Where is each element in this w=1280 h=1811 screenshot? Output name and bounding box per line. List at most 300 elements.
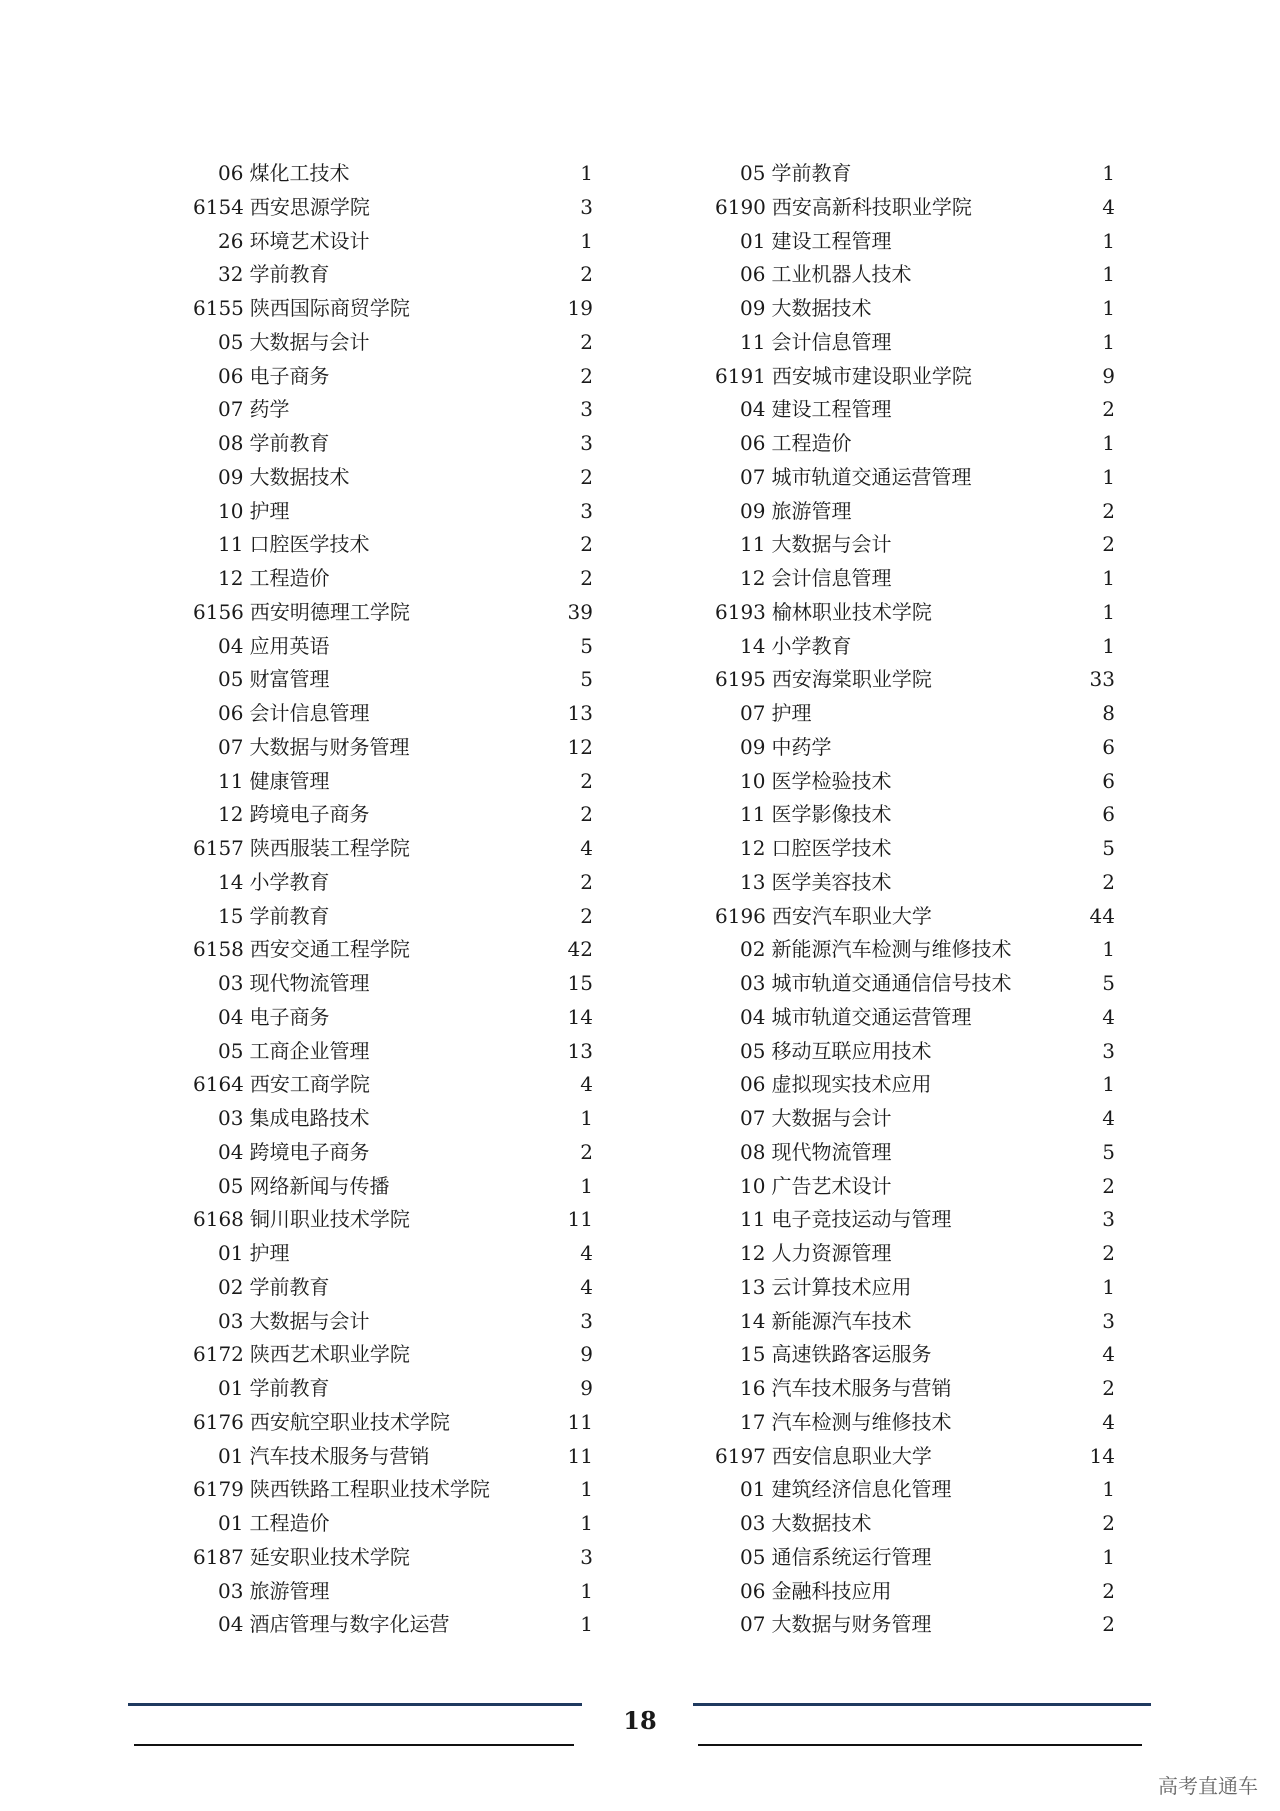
major-row bbox=[715, 1608, 1115, 1642]
plan-count: 14 bbox=[1089, 1443, 1115, 1468]
school-name: 陕西国际商贸学院 bbox=[249, 296, 410, 320]
major-code: 05 bbox=[740, 1544, 766, 1569]
school-row bbox=[193, 1338, 593, 1372]
school-row bbox=[193, 1406, 593, 1440]
major-name: 会计信息管理 bbox=[771, 566, 892, 590]
plan-count: 2 bbox=[580, 802, 593, 827]
major-row bbox=[193, 1372, 593, 1406]
major-name: 大数据与会计 bbox=[771, 532, 892, 557]
major-code: 07 bbox=[218, 734, 244, 759]
major-name: 现代物流管理 bbox=[249, 971, 370, 995]
major-row bbox=[715, 528, 1115, 562]
school-name: 榆林职业技术学院 bbox=[771, 599, 932, 624]
school-code: 6154 bbox=[193, 194, 244, 219]
major-code: 26 bbox=[218, 228, 244, 253]
major-name: 会计信息管理 bbox=[249, 701, 370, 725]
school-row bbox=[193, 1541, 593, 1575]
plan-count: 1 bbox=[1102, 228, 1115, 253]
major-name: 学前教育 bbox=[249, 903, 330, 928]
major-name: 护理 bbox=[771, 701, 812, 725]
major-code: 05 bbox=[218, 329, 244, 354]
plan-count: 2 bbox=[580, 464, 593, 489]
major-code: 11 bbox=[740, 1207, 766, 1232]
plan-count: 1 bbox=[580, 1173, 593, 1198]
plan-count: 2 bbox=[580, 869, 593, 894]
school-code: 6156 bbox=[193, 599, 244, 624]
major-row bbox=[193, 360, 593, 394]
plan-count: 1 bbox=[1102, 464, 1115, 489]
major-row bbox=[715, 1575, 1115, 1609]
major-row bbox=[193, 225, 593, 259]
major-code: 03 bbox=[740, 1511, 766, 1535]
major-row bbox=[193, 427, 593, 461]
plan-count: 1 bbox=[1102, 431, 1115, 455]
plan-count: 1 bbox=[580, 228, 593, 253]
major-code: 13 bbox=[740, 869, 766, 894]
school-code: 6190 bbox=[715, 194, 766, 219]
major-name: 大数据与会计 bbox=[249, 329, 370, 354]
major-row bbox=[193, 258, 593, 292]
plan-count: 1 bbox=[1102, 296, 1115, 320]
plan-count: 1 bbox=[1102, 329, 1115, 354]
major-row bbox=[193, 461, 593, 495]
major-code: 09 bbox=[740, 498, 766, 523]
plan-count: 2 bbox=[580, 566, 593, 590]
plan-count: 2 bbox=[1102, 1376, 1115, 1400]
major-code: 17 bbox=[740, 1409, 766, 1434]
plan-count: 4 bbox=[1102, 1342, 1115, 1367]
major-name: 城市轨道交通运营管理 bbox=[771, 1004, 972, 1029]
major-row bbox=[193, 1575, 593, 1609]
plan-count: 44 bbox=[1089, 903, 1115, 928]
footer-rule-top-left bbox=[128, 1703, 582, 1706]
major-name: 通信系统运行管理 bbox=[771, 1544, 932, 1569]
major-code: 12 bbox=[740, 836, 766, 860]
major-code: 09 bbox=[218, 464, 244, 489]
school-row bbox=[715, 596, 1115, 630]
major-code: 13 bbox=[740, 1274, 766, 1299]
major-code: 07 bbox=[740, 464, 766, 489]
major-row bbox=[715, 697, 1115, 731]
plan-count: 14 bbox=[567, 1004, 593, 1029]
plan-count: 11 bbox=[567, 1207, 593, 1232]
plan-count: 1 bbox=[580, 1511, 593, 1535]
school-code: 6179 bbox=[193, 1477, 244, 1502]
school-code: 6168 bbox=[193, 1207, 244, 1232]
school-name: 西安明德理工学院 bbox=[249, 599, 410, 624]
major-row bbox=[715, 1237, 1115, 1271]
plan-count: 1 bbox=[1102, 937, 1115, 962]
major-code: 05 bbox=[740, 161, 766, 185]
plan-count: 2 bbox=[580, 532, 593, 557]
school-row bbox=[193, 292, 593, 326]
major-code: 11 bbox=[218, 532, 244, 557]
major-code: 07 bbox=[740, 1612, 766, 1637]
major-name: 中药学 bbox=[771, 734, 832, 759]
major-row bbox=[715, 933, 1115, 967]
major-row bbox=[715, 1372, 1115, 1406]
school-code: 6193 bbox=[715, 599, 766, 624]
plan-count: 1 bbox=[1102, 1274, 1115, 1299]
plan-count: 2 bbox=[1102, 532, 1115, 557]
school-name: 西安工商学院 bbox=[249, 1072, 370, 1097]
major-code: 06 bbox=[218, 363, 244, 388]
major-row bbox=[715, 1136, 1115, 1170]
major-row bbox=[193, 326, 593, 360]
major-code: 16 bbox=[740, 1376, 766, 1400]
plan-count: 1 bbox=[1102, 161, 1115, 185]
school-row bbox=[193, 1203, 593, 1237]
major-row bbox=[193, 798, 593, 832]
major-name: 大数据技术 bbox=[771, 1511, 872, 1535]
major-row bbox=[715, 1035, 1115, 1069]
plan-count: 2 bbox=[1102, 1241, 1115, 1265]
major-code: 07 bbox=[740, 1106, 766, 1130]
major-name: 广告艺术设计 bbox=[771, 1173, 892, 1198]
major-row bbox=[715, 393, 1115, 427]
plan-count: 3 bbox=[580, 431, 593, 455]
major-row bbox=[715, 225, 1115, 259]
major-name: 工程造价 bbox=[249, 566, 330, 590]
major-name: 跨境电子商务 bbox=[249, 802, 370, 827]
plan-count: 2 bbox=[580, 1139, 593, 1164]
major-name: 移动互联应用技术 bbox=[771, 1038, 932, 1063]
major-code: 06 bbox=[218, 161, 244, 185]
major-name: 汽车检测与维修技术 bbox=[771, 1409, 952, 1434]
major-name: 高速铁路客运服务 bbox=[771, 1342, 932, 1367]
plan-count: 1 bbox=[580, 1578, 593, 1603]
plan-count: 19 bbox=[567, 296, 593, 320]
major-row bbox=[715, 1271, 1115, 1305]
major-row bbox=[193, 1440, 593, 1474]
major-name: 大数据与会计 bbox=[249, 1308, 370, 1333]
school-name: 西安交通工程学院 bbox=[249, 937, 410, 962]
major-name: 小学教育 bbox=[771, 633, 852, 658]
left-column bbox=[193, 157, 593, 1642]
major-name: 大数据与财务管理 bbox=[771, 1612, 932, 1637]
plan-count: 5 bbox=[1102, 971, 1115, 995]
school-code: 6155 bbox=[193, 296, 244, 320]
plan-count: 1 bbox=[580, 1106, 593, 1130]
major-row bbox=[193, 1507, 593, 1541]
major-name: 城市轨道交通通信信号技术 bbox=[771, 971, 1012, 995]
major-row bbox=[193, 393, 593, 427]
major-code: 03 bbox=[218, 1578, 244, 1603]
school-row bbox=[193, 1473, 593, 1507]
plan-count: 13 bbox=[567, 1038, 593, 1063]
major-row bbox=[193, 1237, 593, 1271]
major-name: 大数据技术 bbox=[771, 296, 872, 320]
major-row bbox=[715, 1406, 1115, 1440]
major-code: 04 bbox=[740, 397, 766, 422]
plan-count: 3 bbox=[1102, 1207, 1115, 1232]
plan-count: 6 bbox=[1102, 768, 1115, 793]
major-row bbox=[715, 1102, 1115, 1136]
school-code: 6191 bbox=[715, 363, 766, 388]
plan-count: 2 bbox=[1102, 1612, 1115, 1637]
plan-count: 11 bbox=[567, 1409, 593, 1434]
major-row bbox=[193, 1271, 593, 1305]
footer-rule-top-right bbox=[693, 1703, 1151, 1706]
major-name: 口腔医学技术 bbox=[249, 532, 370, 557]
plan-count: 2 bbox=[580, 768, 593, 793]
major-code: 08 bbox=[218, 431, 244, 455]
right-column bbox=[715, 157, 1115, 1642]
school-code: 6195 bbox=[715, 667, 766, 692]
major-name: 电子商务 bbox=[249, 1004, 330, 1029]
major-name: 大数据与会计 bbox=[771, 1106, 892, 1130]
major-row bbox=[715, 630, 1115, 664]
major-name: 跨境电子商务 bbox=[249, 1139, 370, 1164]
plan-count: 4 bbox=[580, 836, 593, 860]
major-code: 05 bbox=[218, 667, 244, 692]
major-code: 07 bbox=[740, 701, 766, 725]
plan-count: 3 bbox=[580, 1308, 593, 1333]
major-name: 建设工程管理 bbox=[771, 397, 892, 422]
school-code: 6172 bbox=[193, 1342, 244, 1367]
plan-count: 9 bbox=[580, 1376, 593, 1400]
major-name: 医学影像技术 bbox=[771, 802, 892, 827]
plan-count: 2 bbox=[1102, 1511, 1115, 1535]
major-name: 学前教育 bbox=[249, 431, 330, 455]
plan-count: 2 bbox=[1102, 1578, 1115, 1603]
plan-count: 6 bbox=[1102, 734, 1115, 759]
plan-count: 1 bbox=[1102, 566, 1115, 590]
school-code: 6157 bbox=[193, 836, 244, 860]
plan-count: 2 bbox=[1102, 1173, 1115, 1198]
plan-count: 3 bbox=[1102, 1038, 1115, 1063]
school-row bbox=[193, 1068, 593, 1102]
major-name: 会计信息管理 bbox=[771, 329, 892, 354]
major-name: 护理 bbox=[249, 1241, 290, 1265]
major-row bbox=[715, 1473, 1115, 1507]
major-code: 08 bbox=[740, 1139, 766, 1164]
major-code: 03 bbox=[218, 1308, 244, 1333]
plan-count: 13 bbox=[567, 701, 593, 725]
major-code: 06 bbox=[740, 1578, 766, 1603]
plan-count: 2 bbox=[580, 903, 593, 928]
major-code: 01 bbox=[218, 1376, 244, 1400]
major-row bbox=[715, 731, 1115, 765]
major-code: 06 bbox=[740, 1072, 766, 1097]
major-row bbox=[193, 866, 593, 900]
major-row bbox=[715, 1001, 1115, 1035]
major-name: 煤化工技术 bbox=[249, 161, 350, 185]
major-row bbox=[715, 461, 1115, 495]
major-code: 04 bbox=[218, 1612, 244, 1637]
major-code: 04 bbox=[218, 1139, 244, 1164]
major-name: 新能源汽车技术 bbox=[771, 1308, 912, 1333]
major-name: 建设工程管理 bbox=[771, 228, 892, 253]
major-name: 学前教育 bbox=[249, 1376, 330, 1400]
plan-count: 15 bbox=[567, 971, 593, 995]
major-row bbox=[715, 798, 1115, 832]
major-row bbox=[193, 1102, 593, 1136]
major-name: 医学美容技术 bbox=[771, 869, 892, 894]
major-row bbox=[193, 1170, 593, 1204]
major-row bbox=[193, 1305, 593, 1339]
plan-count: 1 bbox=[1102, 1477, 1115, 1502]
major-row bbox=[715, 157, 1115, 191]
school-code: 6176 bbox=[193, 1409, 244, 1434]
plan-count: 1 bbox=[580, 161, 593, 185]
school-name: 西安海棠职业学院 bbox=[771, 667, 932, 692]
major-name: 金融科技应用 bbox=[771, 1578, 892, 1603]
major-name: 健康管理 bbox=[249, 768, 330, 793]
major-code: 12 bbox=[740, 566, 766, 590]
major-name: 药学 bbox=[249, 397, 290, 422]
plan-count: 4 bbox=[580, 1072, 593, 1097]
major-name: 电子竞技运动与管理 bbox=[771, 1207, 952, 1232]
major-row bbox=[193, 900, 593, 934]
major-name: 工程造价 bbox=[771, 431, 852, 455]
plan-count: 5 bbox=[580, 667, 593, 692]
major-code: 01 bbox=[218, 1241, 244, 1265]
major-code: 14 bbox=[740, 633, 766, 658]
major-name: 小学教育 bbox=[249, 869, 330, 894]
major-row bbox=[193, 697, 593, 731]
major-name: 财富管理 bbox=[249, 667, 330, 692]
major-row bbox=[715, 1338, 1115, 1372]
major-name: 汽车技术服务与营销 bbox=[249, 1443, 430, 1468]
major-code: 09 bbox=[740, 296, 766, 320]
major-code: 09 bbox=[740, 734, 766, 759]
plan-count: 2 bbox=[1102, 498, 1115, 523]
major-row bbox=[715, 1170, 1115, 1204]
major-name: 环境艺术设计 bbox=[249, 228, 370, 253]
major-code: 02 bbox=[218, 1274, 244, 1299]
plan-count: 4 bbox=[580, 1241, 593, 1265]
major-name: 口腔医学技术 bbox=[771, 836, 892, 860]
major-name: 大数据与财务管理 bbox=[249, 734, 410, 759]
plan-count: 1 bbox=[1102, 262, 1115, 287]
school-name: 西安航空职业技术学院 bbox=[249, 1409, 450, 1434]
major-code: 05 bbox=[218, 1173, 244, 1198]
major-name: 工业机器人技术 bbox=[771, 262, 912, 287]
school-name: 西安高新科技职业学院 bbox=[771, 194, 972, 219]
major-name: 网络新闻与传播 bbox=[249, 1173, 390, 1198]
plan-count: 9 bbox=[1102, 363, 1115, 388]
page-number: 18 bbox=[623, 1706, 657, 1735]
major-code: 32 bbox=[218, 262, 244, 287]
plan-count: 33 bbox=[1089, 667, 1115, 692]
plan-count: 2 bbox=[580, 329, 593, 354]
school-name: 西安汽车职业大学 bbox=[771, 903, 932, 928]
major-row bbox=[193, 562, 593, 596]
school-row bbox=[193, 832, 593, 866]
major-name: 城市轨道交通运营管理 bbox=[771, 464, 972, 489]
plan-count: 4 bbox=[580, 1274, 593, 1299]
plan-count: 11 bbox=[567, 1443, 593, 1468]
plan-count: 4 bbox=[1102, 1409, 1115, 1434]
plan-count: 1 bbox=[1102, 599, 1115, 624]
major-name: 旅游管理 bbox=[249, 1578, 330, 1603]
major-code: 10 bbox=[218, 498, 244, 523]
plan-count: 1 bbox=[580, 1612, 593, 1637]
plan-count: 39 bbox=[567, 599, 593, 624]
major-code: 03 bbox=[218, 971, 244, 995]
major-code: 05 bbox=[218, 1038, 244, 1063]
plan-count: 5 bbox=[1102, 836, 1115, 860]
major-name: 工商企业管理 bbox=[249, 1038, 370, 1063]
major-code: 06 bbox=[740, 262, 766, 287]
major-row bbox=[715, 562, 1115, 596]
major-row bbox=[193, 1001, 593, 1035]
major-code: 11 bbox=[740, 532, 766, 557]
watermark: 高考直通车 bbox=[1158, 1774, 1258, 1798]
school-name: 铜川职业技术学院 bbox=[249, 1207, 410, 1232]
plan-count: 2 bbox=[1102, 869, 1115, 894]
major-row bbox=[715, 967, 1115, 1001]
major-code: 04 bbox=[740, 1004, 766, 1029]
plan-count: 1 bbox=[580, 1477, 593, 1502]
major-row bbox=[715, 1203, 1115, 1237]
major-code: 07 bbox=[218, 397, 244, 422]
school-row bbox=[715, 663, 1115, 697]
major-code: 04 bbox=[218, 1004, 244, 1029]
major-name: 新能源汽车检测与维修技术 bbox=[771, 937, 1012, 962]
school-code: 6164 bbox=[193, 1072, 244, 1097]
major-name: 学前教育 bbox=[249, 262, 330, 287]
major-name: 旅游管理 bbox=[771, 498, 852, 523]
major-code: 12 bbox=[218, 802, 244, 827]
major-row bbox=[193, 630, 593, 664]
school-code: 6197 bbox=[715, 1443, 766, 1468]
plan-count: 1 bbox=[1102, 1544, 1115, 1569]
major-row bbox=[715, 258, 1115, 292]
major-row bbox=[715, 1507, 1115, 1541]
major-row bbox=[193, 495, 593, 529]
major-code: 05 bbox=[740, 1038, 766, 1063]
major-name: 医学检验技术 bbox=[771, 768, 892, 793]
plan-count: 5 bbox=[580, 633, 593, 658]
major-row bbox=[715, 866, 1115, 900]
school-name: 陕西艺术职业学院 bbox=[249, 1342, 410, 1367]
plan-count: 5 bbox=[1102, 1139, 1115, 1164]
major-row bbox=[715, 1068, 1115, 1102]
plan-count: 6 bbox=[1102, 802, 1115, 827]
major-code: 15 bbox=[740, 1342, 766, 1367]
major-code: 11 bbox=[740, 802, 766, 827]
school-code: 6187 bbox=[193, 1544, 244, 1569]
major-code: 14 bbox=[218, 869, 244, 894]
major-code: 04 bbox=[218, 633, 244, 658]
major-name: 工程造价 bbox=[249, 1511, 330, 1535]
plan-count: 2 bbox=[580, 363, 593, 388]
major-code: 01 bbox=[740, 1477, 766, 1502]
plan-count: 4 bbox=[1102, 194, 1115, 219]
school-name: 西安城市建设职业学院 bbox=[771, 363, 972, 388]
major-code: 02 bbox=[740, 937, 766, 962]
major-code: 14 bbox=[740, 1308, 766, 1333]
major-name: 云计算技术应用 bbox=[771, 1274, 912, 1299]
major-name: 建筑经济信息化管理 bbox=[771, 1477, 952, 1502]
major-code: 06 bbox=[740, 431, 766, 455]
major-code: 12 bbox=[218, 566, 244, 590]
major-name: 电子商务 bbox=[249, 363, 330, 388]
major-row bbox=[193, 528, 593, 562]
major-name: 现代物流管理 bbox=[771, 1139, 892, 1164]
major-row bbox=[193, 1136, 593, 1170]
major-name: 虚拟现实技术应用 bbox=[771, 1072, 932, 1097]
major-row bbox=[193, 1035, 593, 1069]
major-code: 06 bbox=[218, 701, 244, 725]
plan-count: 3 bbox=[1102, 1308, 1115, 1333]
school-code: 6158 bbox=[193, 937, 244, 962]
plan-count: 9 bbox=[580, 1342, 593, 1367]
plan-count: 4 bbox=[1102, 1004, 1115, 1029]
major-code: 03 bbox=[740, 971, 766, 995]
